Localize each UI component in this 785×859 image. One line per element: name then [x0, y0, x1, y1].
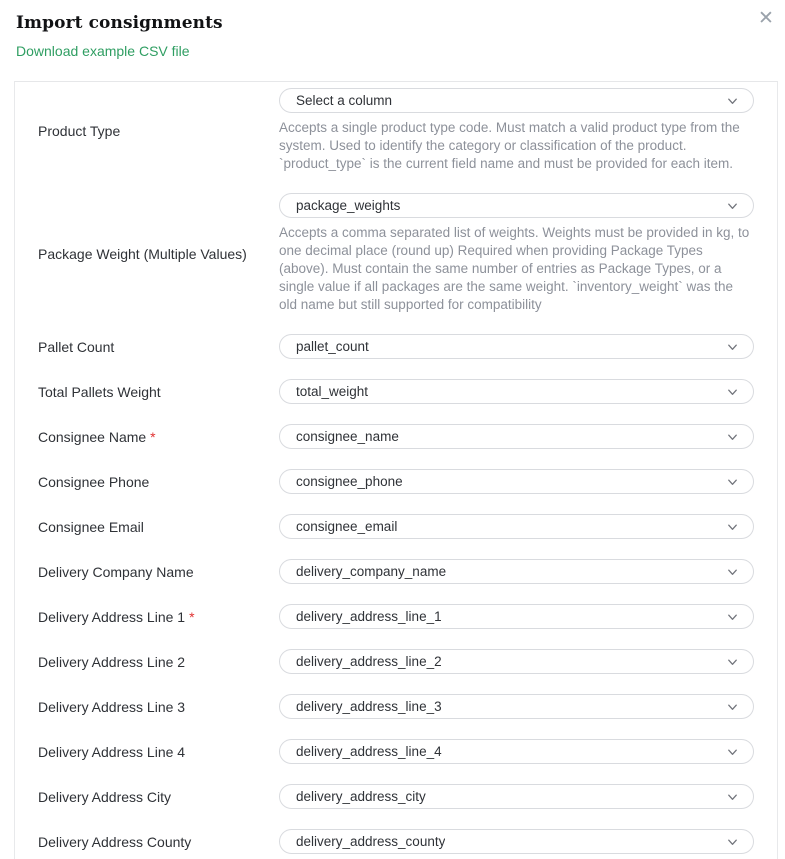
field-label-text: Total Pallets Weight: [38, 383, 161, 400]
field-label-text: Consignee Email: [38, 518, 144, 535]
chevron-down-icon: [726, 430, 739, 443]
field-label-text: Consignee Name: [38, 428, 147, 445]
field-cell: [279, 649, 754, 674]
form-row: [38, 649, 754, 674]
chevron-down-icon: [726, 199, 739, 212]
column-select[interactable]: [279, 604, 754, 629]
field-label: [38, 473, 279, 491]
selected-column-value: consignee_phone: [296, 474, 403, 489]
form-row: [38, 424, 754, 449]
column-select[interactable]: [279, 88, 754, 113]
field-cell: [279, 559, 754, 584]
chevron-down-icon: [726, 475, 739, 488]
form-row: [38, 469, 754, 494]
field-description: Accepts a single product type code. Must match a valid product type from the system. Used to identify the category or classification of the product. `product_type` is the current field name and must be provided for each item.: [279, 120, 740, 171]
form-row: [38, 514, 754, 539]
field-cell: [279, 379, 754, 404]
form-row: [38, 559, 754, 584]
chevron-down-icon: [726, 520, 739, 533]
selected-column-value: Select a column: [296, 93, 393, 108]
column-select[interactable]: [279, 379, 754, 404]
field-label: [38, 518, 279, 536]
column-select[interactable]: [279, 514, 754, 539]
field-label-text: Delivery Address City: [38, 788, 172, 805]
chevron-down-icon: [726, 385, 739, 398]
chevron-down-icon: [726, 94, 739, 107]
field-cell: [279, 604, 754, 629]
selected-column-value: delivery_address_city: [296, 789, 426, 804]
field-description: Accepts a comma separated list of weights. Weights must be provided in kg, to one decimal place (round up) Required when providing Package Types (above). Must contain the same number of entries as Package Types, or a single value if all packages are the same weight. `inventory_weight` was the old name but still supported for compatibility: [279, 225, 750, 312]
column-select[interactable]: [279, 829, 754, 854]
field-label-text: Delivery Company Name: [38, 563, 194, 580]
field-label-text: Pallet Count: [38, 338, 115, 355]
selected-column-value: delivery_address_line_1: [296, 609, 442, 624]
field-cell: [279, 193, 754, 314]
required-asterisk: *: [189, 608, 195, 625]
chevron-down-icon: [726, 610, 739, 623]
field-label-text: Product Type: [38, 122, 121, 139]
form-row: [38, 193, 754, 314]
field-cell: [279, 829, 754, 854]
field-label-text: Package Weight (Multiple Values): [38, 245, 247, 262]
modal-header: [0, 0, 785, 81]
column-select[interactable]: [279, 559, 754, 584]
close-icon[interactable]: ✕: [758, 6, 774, 29]
field-label: [38, 245, 279, 263]
chevron-down-icon: [726, 565, 739, 578]
chevron-down-icon: [726, 790, 739, 803]
selected-column-value: total_weight: [296, 384, 369, 399]
form-row: [38, 604, 754, 629]
field-cell: [279, 694, 754, 719]
column-select[interactable]: [279, 649, 754, 674]
chevron-down-icon: [726, 835, 739, 848]
field-label-text: Delivery Address County: [38, 833, 192, 850]
field-label-text: Delivery Address Line 4: [38, 743, 186, 760]
field-label: [38, 122, 279, 140]
selected-column-value: delivery_address_county: [296, 834, 446, 849]
field-label: [38, 563, 279, 581]
field-label: [38, 833, 279, 851]
required-asterisk: *: [150, 428, 156, 445]
selected-column-value: consignee_email: [296, 519, 398, 534]
field-label: [38, 608, 279, 626]
form-row: [38, 829, 754, 854]
selected-column-value: pallet_count: [296, 339, 369, 354]
field-cell: [279, 784, 754, 809]
field-label: [38, 698, 279, 716]
form-row: [38, 379, 754, 404]
column-select[interactable]: [279, 784, 754, 809]
selected-column-value: delivery_address_line_3: [296, 699, 442, 714]
field-label: [38, 653, 279, 671]
field-label: [38, 743, 279, 761]
chevron-down-icon: [726, 745, 739, 758]
field-label-text: Consignee Phone: [38, 473, 150, 490]
field-label-text: Delivery Address Line 1: [38, 608, 186, 625]
column-select[interactable]: [279, 193, 754, 218]
field-label: [38, 428, 279, 446]
column-select[interactable]: [279, 694, 754, 719]
column-select[interactable]: [279, 424, 754, 449]
form-row: [38, 784, 754, 809]
download-example-csv-link[interactable]: Download example CSV file: [16, 43, 190, 59]
chevron-down-icon: [726, 700, 739, 713]
field-label-text: Delivery Address Line 2: [38, 653, 186, 670]
column-select[interactable]: [279, 334, 754, 359]
selected-column-value: consignee_name: [296, 429, 399, 444]
field-cell: [279, 334, 754, 359]
field-cell: [279, 514, 754, 539]
form-row: [38, 739, 754, 764]
field-cell: [279, 469, 754, 494]
chevron-down-icon: [726, 340, 739, 353]
form-row: [38, 334, 754, 359]
field-label: [38, 383, 279, 401]
field-label: [38, 788, 279, 806]
chevron-down-icon: [726, 655, 739, 668]
form-row: [38, 694, 754, 719]
field-cell: [279, 424, 754, 449]
selected-column-value: delivery_address_line_4: [296, 744, 442, 759]
form-row: [38, 88, 754, 173]
selected-column-value: package_weights: [296, 198, 401, 213]
field-label-text: Delivery Address Line 3: [38, 698, 186, 715]
field-label: [38, 338, 279, 356]
column-mapping-form: [14, 81, 778, 859]
selected-column-value: delivery_company_name: [296, 564, 447, 579]
column-select[interactable]: [279, 469, 754, 494]
selected-column-value: delivery_address_line_2: [296, 654, 442, 669]
column-select[interactable]: [279, 739, 754, 764]
modal-title: Import consignments: [16, 13, 223, 33]
field-cell: [279, 739, 754, 764]
field-cell: [279, 88, 754, 173]
